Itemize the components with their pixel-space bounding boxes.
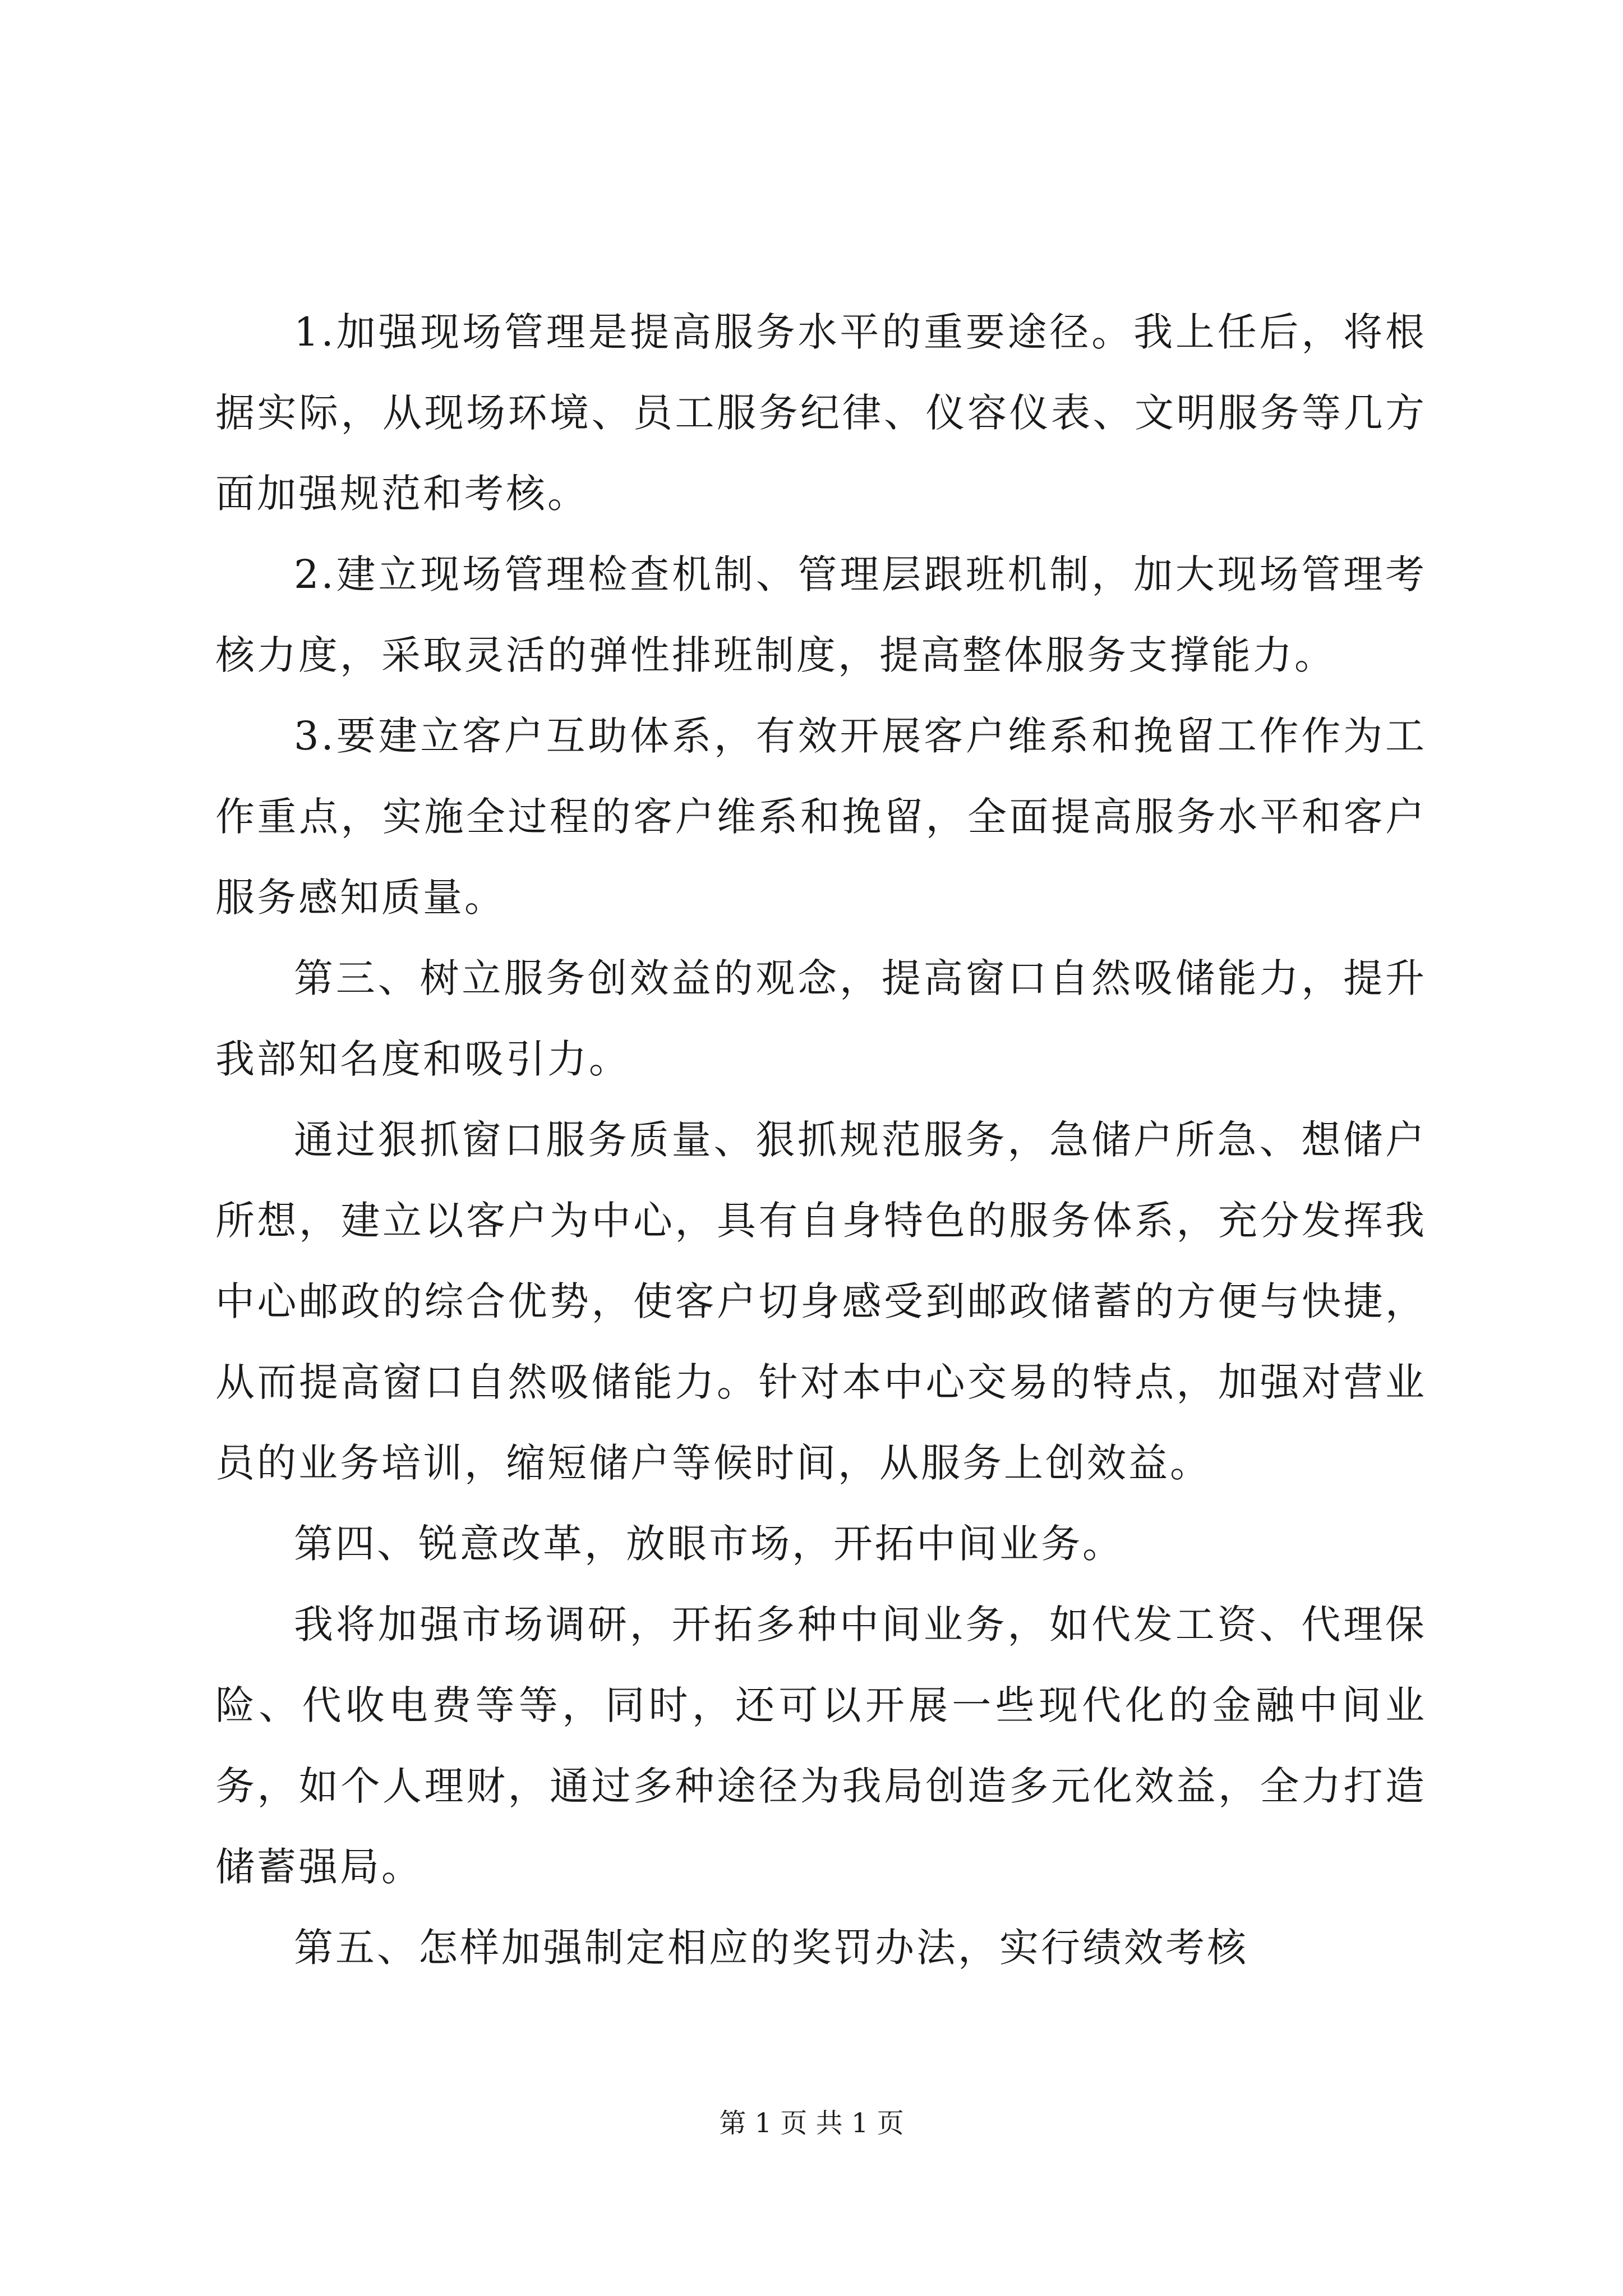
paragraph-3: 3.要建立客户互助体系，有效开展客户维系和挽留工作作为工作重点，实施全过程的客户维系和挽留，全面提高服务水平和客户服务感知质量。 (215, 713, 1427, 921)
paragraph-7: 我将加强市场调研，开拓多种中间业务，如代发工资、代理保险、代收电费等等，同时，还可以开展一些现代化的金融中间业务，如个人理财，通过多种途径为我局创造多元化效益，全力打造储蓄强局。 (215, 1602, 1427, 1890)
document-body (215, 292, 1427, 1988)
paragraph-6: 第四、锐意改革，放眼市场，开拓中间业务。 (294, 1521, 1124, 1567)
paragraph-2: 2.建立现场管理检查机制、管理层跟班机制，加大现场管理考核力度，采取灵活的弹性排班制度，提高整体服务支撑能力。 (215, 551, 1427, 678)
paragraph-4: 第三、树立服务创效益的观念，提高窗口自然吸储能力，提升我部知名度和吸引力。 (215, 955, 1427, 1082)
paragraph-5: 通过狠抓窗口服务质量、狠抓规范服务，急储户所急、想储户所想，建立以客户为中心，具有自身特色的服务体系，充分发挥我中心邮政的综合优势，使客户切身感受到邮政储蓄的方便与快捷，从而提高窗口自然吸储能力。针对本中心交易的特点，加强对营业员的业务培训，缩短储户等候时间，从服务上创效益。 (215, 1117, 1427, 1486)
paragraph-1: 1.加强现场管理是提高服务水平的重要途径。我上任后，将根据实际，从现场环境、员工服务纪律、仪容仪表、文明服务等几方面加强规范和考核。 (215, 309, 1427, 517)
paragraph-8: 第五、怎样加强制定相应的奖罚办法，实行绩效考核 (294, 1925, 1248, 1971)
page-footer: 第 1 页 共 1 页 (719, 2108, 904, 2139)
